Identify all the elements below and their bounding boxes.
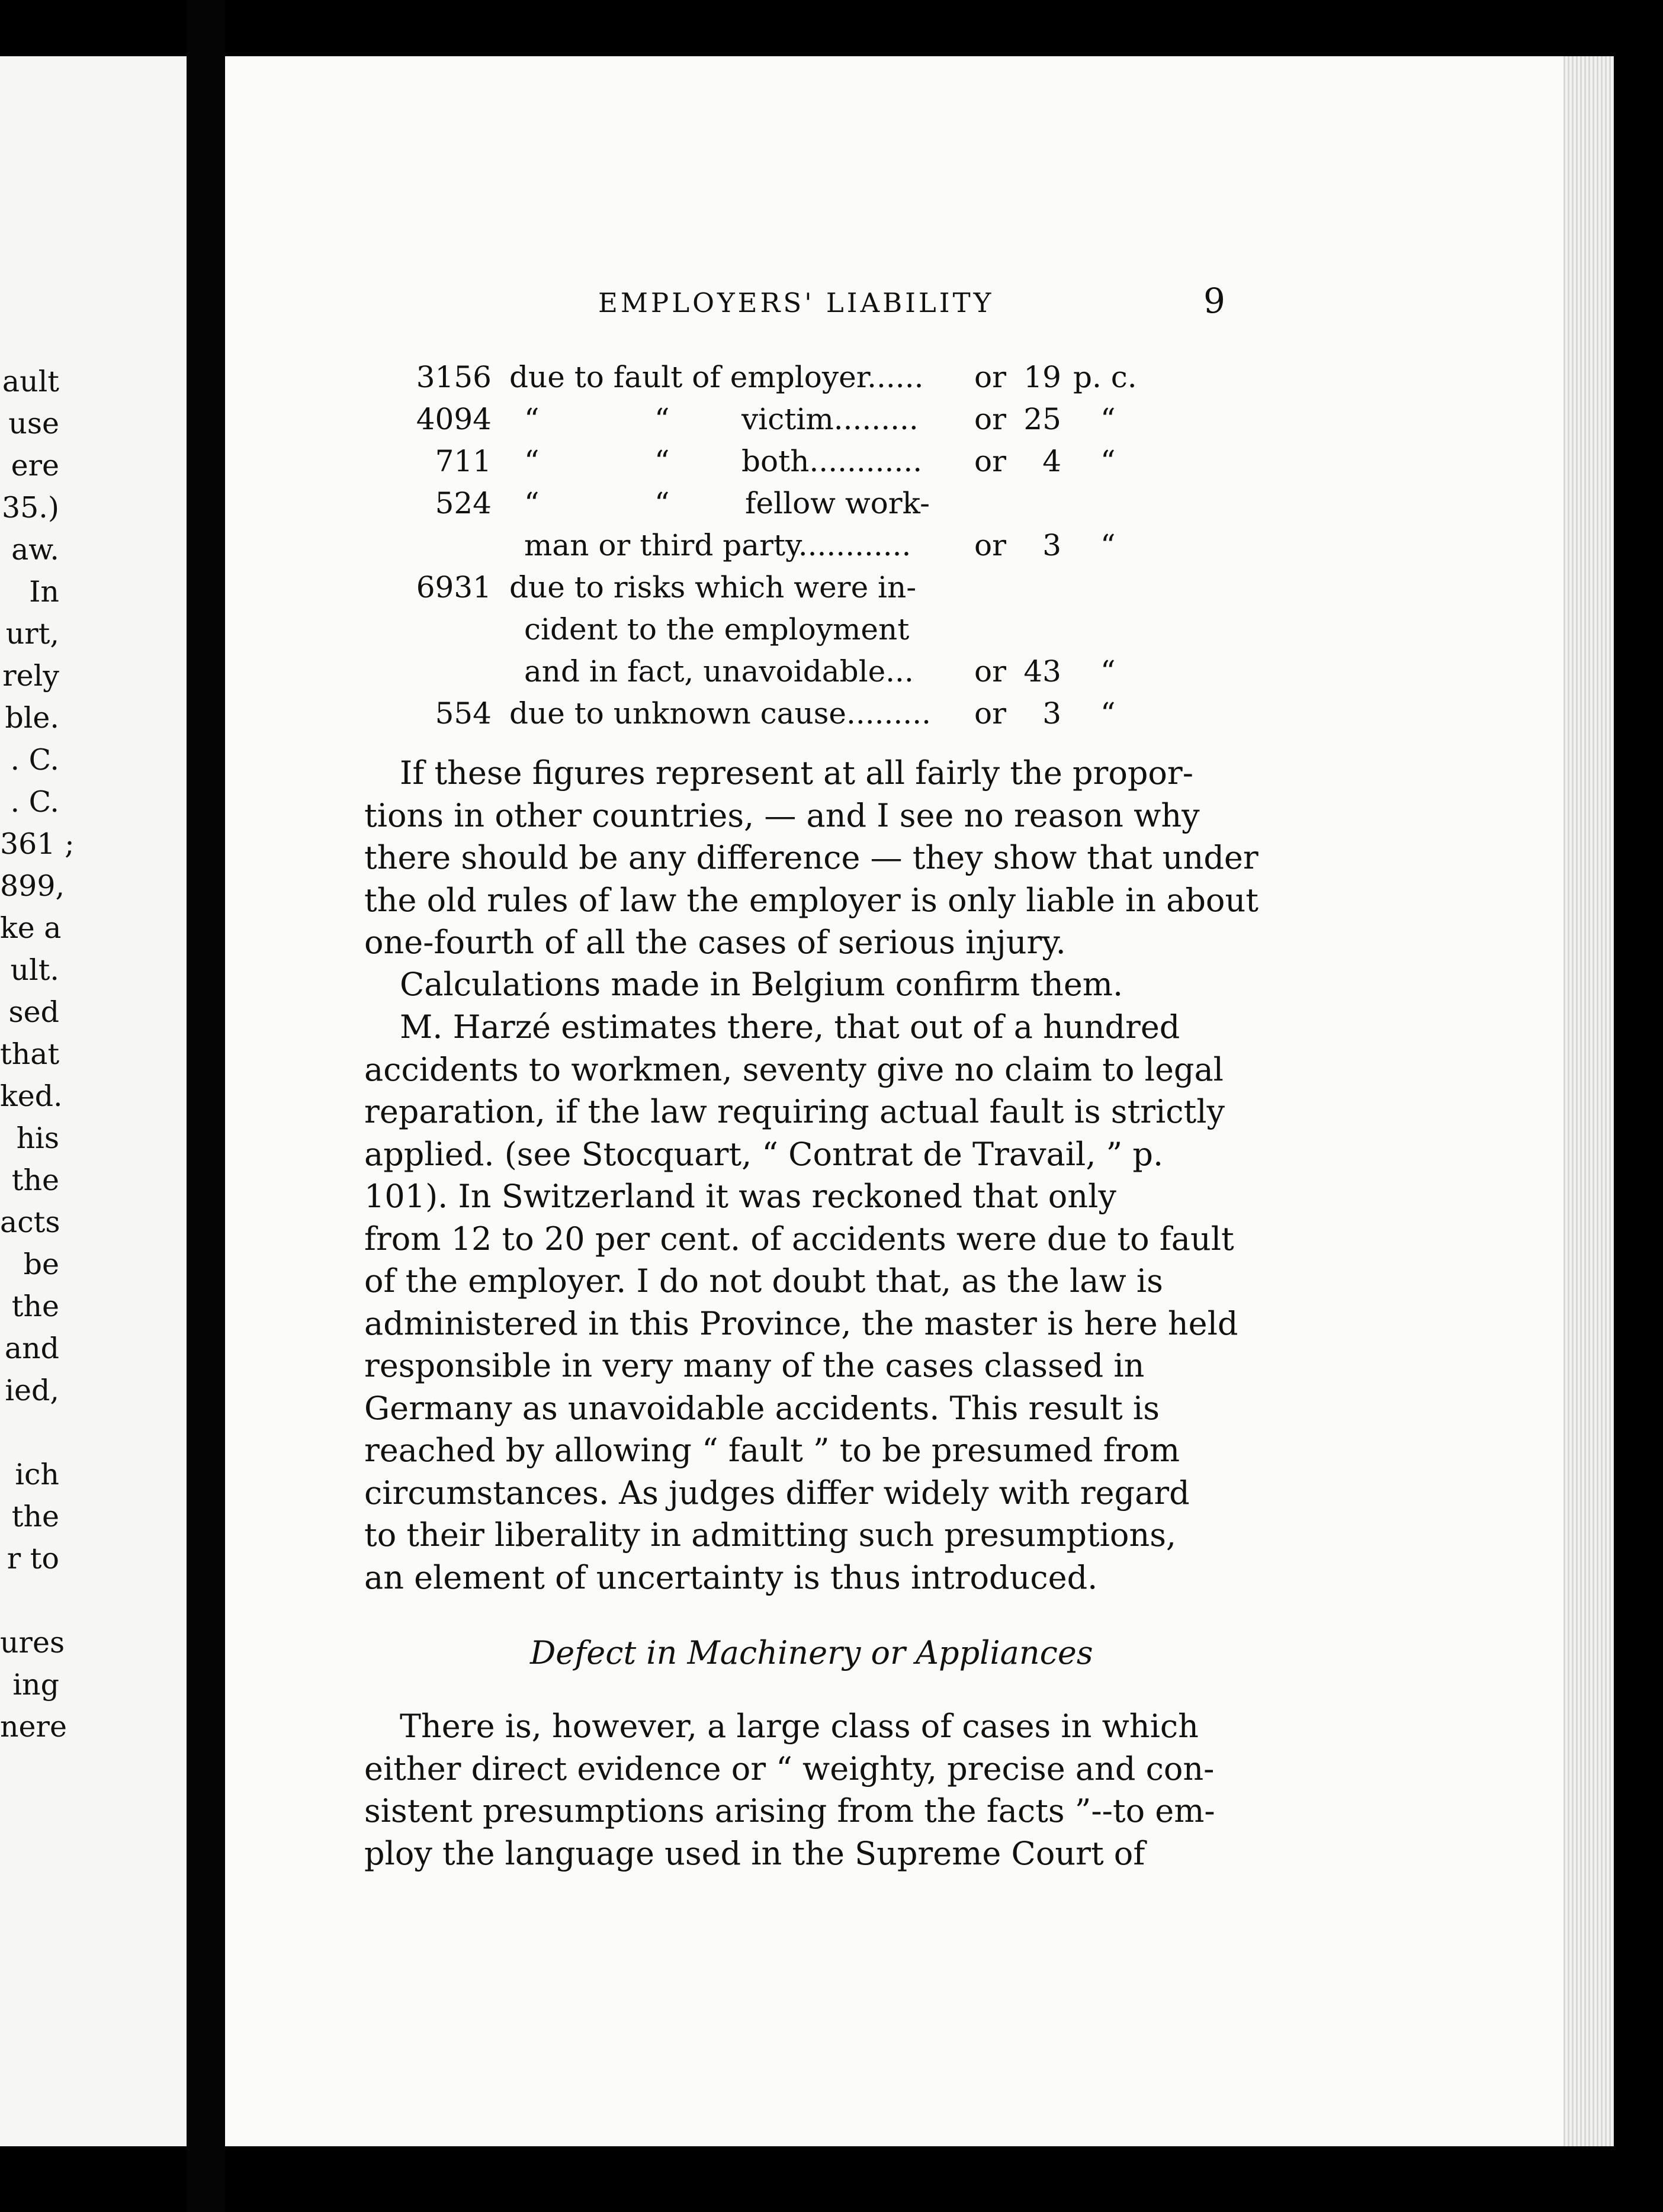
text-line: reparation, if the law requiring actual fault is strictly: [364, 1093, 1225, 1130]
left-page-fragment: use: [8, 407, 59, 441]
text-line: ploy the language used in the Supreme Court of: [364, 1834, 1145, 1872]
stat-number: 3156: [416, 360, 492, 394]
stat-number: 4094: [416, 402, 492, 436]
text-line: one-fourth of all the cases of serious injury.: [364, 924, 1066, 961]
paragraph: [364, 963, 1241, 1006]
left-page-fragment: . C.: [10, 785, 59, 819]
stat-or: or: [974, 654, 1007, 689]
text-line: There is, however, a large class of cases in which: [400, 1708, 1199, 1745]
left-page-fragment: the: [11, 1163, 59, 1197]
stat-pct: 25: [1023, 402, 1061, 436]
stat-number: 524: [435, 486, 492, 520]
stat-or: or: [974, 696, 1007, 731]
left-page-fragment: be: [23, 1248, 59, 1281]
text-line: there should be any difference — they show that under: [364, 839, 1259, 876]
left-page-fragment: ault: [2, 365, 59, 398]
left-page-fragment: and: [4, 1332, 59, 1365]
text-line: circumstances. As judges differ widely with regard: [364, 1474, 1190, 1512]
text-line: If these figures represent at all fairly the propor-: [400, 754, 1193, 792]
ditto-mark: “: [524, 444, 540, 478]
text-line: the old rules of law the employer is only liable in about: [364, 881, 1259, 919]
stat-unit: “: [1100, 444, 1116, 478]
stat-text: man or third party............: [524, 528, 911, 562]
left-page-fragment: his: [16, 1121, 59, 1155]
ditto-mark: “: [524, 486, 540, 520]
text-line: responsible in very many of the cases classed in: [364, 1347, 1145, 1384]
stat-text: victim.........: [741, 402, 919, 436]
text-line: accidents to workmen, seventy give no claim to legal: [364, 1050, 1224, 1088]
left-page: [0, 56, 187, 2146]
stat-or: or: [974, 444, 1007, 478]
stat-pct: 4: [1042, 444, 1061, 478]
left-page-fragment: rely: [2, 659, 59, 693]
stat-number: 554: [435, 696, 492, 731]
stat-unit: p. c.: [1073, 360, 1137, 394]
stat-or: or: [974, 528, 1007, 562]
ditto-mark: “: [654, 444, 670, 478]
text-line: applied. (see Stocquart, “ Contrat de Travail, ” p.: [364, 1135, 1164, 1173]
left-page-fragment: 899,: [0, 869, 65, 903]
left-page-fragment: acts: [0, 1205, 60, 1239]
left-page-fragment: ied,: [5, 1374, 59, 1407]
stat-text: and in fact, unavoidable...: [524, 654, 914, 689]
book-spine: [187, 0, 225, 2212]
text-line: administered in this Province, the master is here held: [364, 1304, 1238, 1342]
text-line: M. Harzé estimates there, that out of a hundred: [400, 1008, 1180, 1046]
text-line: tions in other countries, — and I see no reason why: [364, 796, 1200, 834]
paragraph: [364, 752, 1259, 964]
stat-text: due to fault of employer......: [509, 360, 924, 394]
left-page-fragment: the: [11, 1500, 59, 1533]
stat-text: due to risks which were in-: [509, 570, 917, 605]
left-page-fragment: 361 ;: [0, 827, 75, 861]
text-line: Calculations made in Belgium confirm them.: [400, 966, 1123, 1003]
left-page-fragment: 35.): [1, 491, 59, 525]
left-page-fragment: sed: [8, 995, 59, 1029]
stat-unit: “: [1100, 528, 1116, 562]
left-page-fragment: ult.: [10, 953, 59, 987]
stat-or: or: [974, 360, 1007, 394]
left-page-fragment: aw.: [11, 533, 59, 567]
left-page-fragment: ble.: [5, 701, 59, 735]
stat-unit: “: [1100, 402, 1116, 436]
text-line: 101). In Switzerland it was reckoned that only: [364, 1178, 1116, 1215]
left-page-fragment: ing: [12, 1668, 59, 1702]
stat-number: 6931: [416, 570, 492, 605]
left-page-fragment: ke a: [0, 911, 62, 945]
text-line: either direct evidence or “ weighty, precise and con-: [364, 1750, 1215, 1787]
stat-pct: 43: [1023, 654, 1061, 689]
stat-text: due to unknown cause.........: [509, 696, 931, 731]
text-line: Germany as unavoidable accidents. This result is: [364, 1389, 1160, 1427]
left-page-fragment: the: [11, 1290, 59, 1323]
stat-unit: “: [1100, 654, 1116, 689]
stat-pct: 19: [1023, 360, 1061, 394]
stat-number: 711: [435, 444, 492, 478]
stat-text: fellow work-: [745, 486, 930, 520]
stat-unit: “: [1100, 696, 1116, 731]
stat-text: cident to the employment: [524, 612, 910, 647]
paragraph: [364, 1705, 1241, 1875]
left-page-fragment: In: [29, 575, 59, 609]
stat-pct: 3: [1042, 696, 1061, 731]
ditto-mark: “: [654, 486, 670, 520]
left-page-fragment: r to: [7, 1542, 59, 1576]
left-page-fragment: urt,: [5, 617, 59, 651]
text-line: sistent presumptions arising from the facts ”--to em-: [364, 1792, 1215, 1830]
left-page-fragment: ere: [11, 449, 59, 483]
left-page-fragment: ich: [15, 1458, 59, 1491]
page-number: 9: [1203, 281, 1225, 321]
left-page-fragment: . C.: [10, 743, 59, 777]
left-page-fragment: ures: [0, 1626, 65, 1660]
left-page-fragment: that: [0, 1037, 60, 1071]
left-page-fragment: nere: [0, 1710, 67, 1744]
section-heading: Defect in Machinery or Appliances: [530, 1634, 1093, 1671]
text-line: from 12 to 20 per cent. of accidents were due to fault: [364, 1220, 1234, 1258]
ditto-mark: “: [524, 402, 540, 436]
text-line: reached by allowing “ fault ” to be presumed from: [364, 1432, 1180, 1469]
ditto-mark: “: [654, 402, 670, 436]
running-header: EMPLOYERS' LIABILITY: [598, 287, 994, 319]
text-line: of the employer. I do not doubt that, as the law is: [364, 1262, 1163, 1300]
page-edges: [1564, 56, 1614, 2146]
stat-pct: 3: [1042, 528, 1061, 562]
paragraph: [364, 1006, 1241, 1599]
text-line: to their liberality in admitting such presumptions,: [364, 1516, 1177, 1554]
left-page-fragment: ked.: [0, 1079, 63, 1113]
text-line: an element of uncertainty is thus introduced.: [364, 1558, 1098, 1596]
stat-text: both............: [741, 444, 923, 478]
stat-or: or: [974, 402, 1007, 436]
